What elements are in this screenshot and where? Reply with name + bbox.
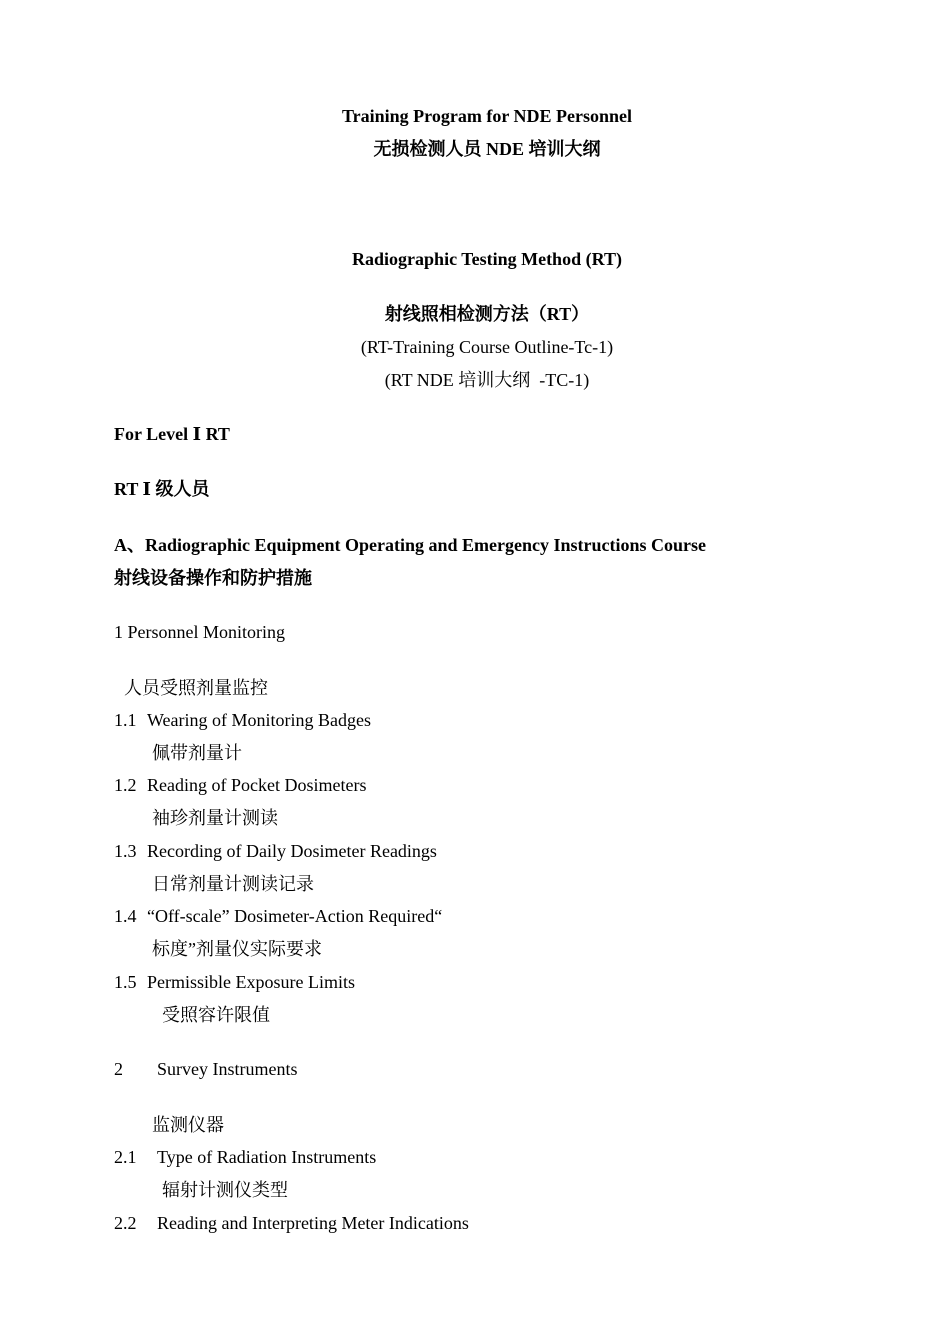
item-title-cn: 日常剂量计测读记录 [152,874,314,894]
list-item [114,708,371,732]
item-number: 1.5 [114,972,137,992]
item-number: 2.2 [114,1213,137,1233]
method-title-en: Radiographic Testing Method (RT) [352,249,622,269]
section-a-title-en: A、Radiographic Equipment Operating and Emergency Instructions Course [114,535,707,555]
item-title-en: “Off-scale” Dosimeter-Action Required“ [147,906,443,926]
item-number: 1.4 [114,906,137,926]
method-title-cn: 射线照相检测方法（RT） [384,304,590,324]
list-item [114,773,366,797]
item-title-cn: 标度”剂量仪实际要求 [152,939,322,959]
level-heading-cn: RT Ⅰ 级人员 [114,479,210,499]
item-number: 1.1 [114,710,137,730]
document-title-en: Training Program for NDE Personnel [342,106,632,126]
item-title-cn: 佩带剂量计 [152,743,242,763]
list-item [114,1211,469,1235]
item-title-cn: 袖珍剂量计测读 [152,808,278,828]
section-1-title-cn: 人员受照剂量监控 [124,678,268,698]
section-title-en: Personnel Monitoring [127,622,285,642]
item-number: 1.3 [114,841,137,861]
section-1-heading [114,620,285,644]
section-2-title-cn: 监测仪器 [152,1115,224,1135]
level-heading-en: For Level Ⅰ RT [114,424,230,444]
item-title-cn: 受照容许限值 [162,1005,270,1025]
item-title-en: Permissible Exposure Limits [147,972,355,992]
list-item [114,970,355,994]
section-number: 1 [114,622,123,642]
outline-code-cn: (RT NDE 培训大纲 -TC-1) [384,370,590,390]
section-number: 2 [114,1059,123,1079]
item-title-en: Wearing of Monitoring Badges [147,710,372,730]
list-item [114,839,437,863]
outline-code-en: (RT-Training Course Outline-Tc-1) [360,337,614,357]
section-2-heading [114,1057,297,1081]
section-a-title-cn: 射线设备操作和防护措施 [114,568,312,588]
item-title-en: Type of Radiation Instruments [157,1147,377,1167]
item-number: 1.2 [114,775,137,795]
document-title-cn: 无损检测人员 NDE 培训大纲 [373,139,601,159]
item-title-en: Reading of Pocket Dosimeters [147,775,367,795]
item-title-cn: 辐射计测仪类型 [162,1180,288,1200]
list-item [114,904,442,928]
section-title-en: Survey Instruments [157,1059,298,1079]
item-number: 2.1 [114,1147,137,1167]
list-item [114,1145,376,1169]
item-title-en: Recording of Daily Dosimeter Readings [147,841,437,861]
item-title-en: Reading and Interpreting Meter Indications [157,1213,469,1233]
